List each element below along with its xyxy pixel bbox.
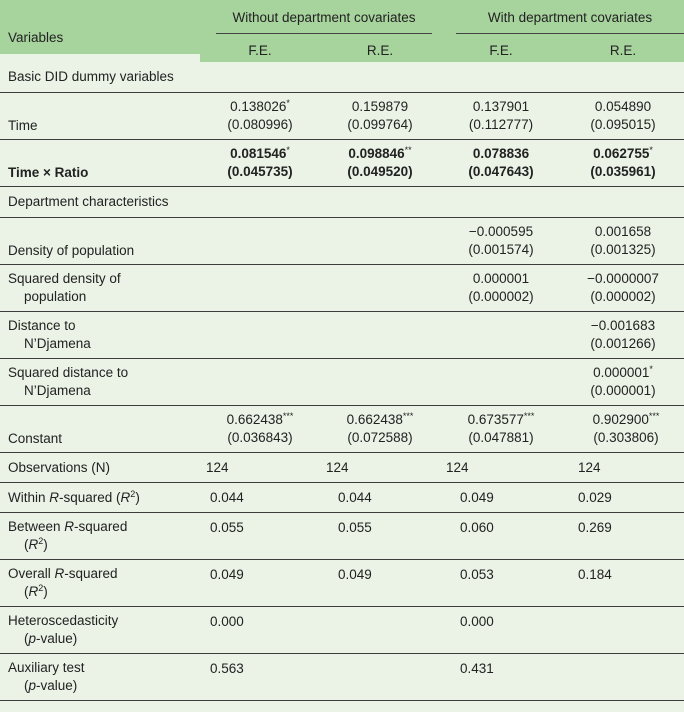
col-header-fe-1: F.E. [248,42,272,58]
table-row-observations: Observations (N) 124 124 124 124 [0,453,684,483]
col-header-re-1: R.E. [366,42,394,58]
section-row-department: Department characteristics [0,187,684,218]
table-row-constant: Constant 0.662438*** (0.036843) 0.662438*** (0.072588) 0.673577*** (0.047881) 0.902900*** (0.303806) [0,406,684,453]
table-row-distance: Distance to N’Djamena −0.001683 (0.001266) [0,312,684,359]
col-header-re-2: R.E. [609,42,637,58]
group-header-without: Without department covariates [200,0,440,38]
table-row-density: Density of population −0.000595 (0.001574) 0.001658 (0.001325) [0,218,684,265]
table-row-heteroscedasticity: Heteroscedasticity (p-value) 0.000 0.000 [0,607,684,654]
table-row-time: Time 0.138026* (0.080996) 0.159879 (0.099764) 0.137901 (0.112777) 0.054890 (0.095015) [0,93,684,140]
table-header [0,0,684,62]
group-header-with: With department covariates [440,0,684,38]
section-row-basic: Basic DID dummy variables [0,62,684,93]
col-header-fe-2: F.E. [489,42,513,58]
table-row-within-r2: Within R-squared $(R^2)$ 0.044 0.044 0.049 0.029 [0,483,684,513]
table-row-overall-r2: Overall R-squared $(R^2)$ 0.049 0.049 0.053 0.184 [0,560,684,607]
table-row-auxiliary-test: Auxiliary test (p-value) 0.563 0.431 [0,654,684,701]
table-row-squared-distance: Squared distance to N’Djamena 0.000001* (0.000001) [0,359,684,406]
table-row-between-r2: Between R-squared $(R^2)$ 0.055 0.055 0.060 0.269 [0,513,684,560]
variables-header: Variables [8,30,64,45]
table-row-time-ratio: Time × Ratio 0.081546* (0.045735) 0.098846** (0.049520) 0.078836 (0.047643) 0.062755* (0.035961) [0,140,684,187]
table-row-squared-density: Squared density of population 0.000001 (0.000002) −0.0000007 (0.000002) [0,265,684,312]
